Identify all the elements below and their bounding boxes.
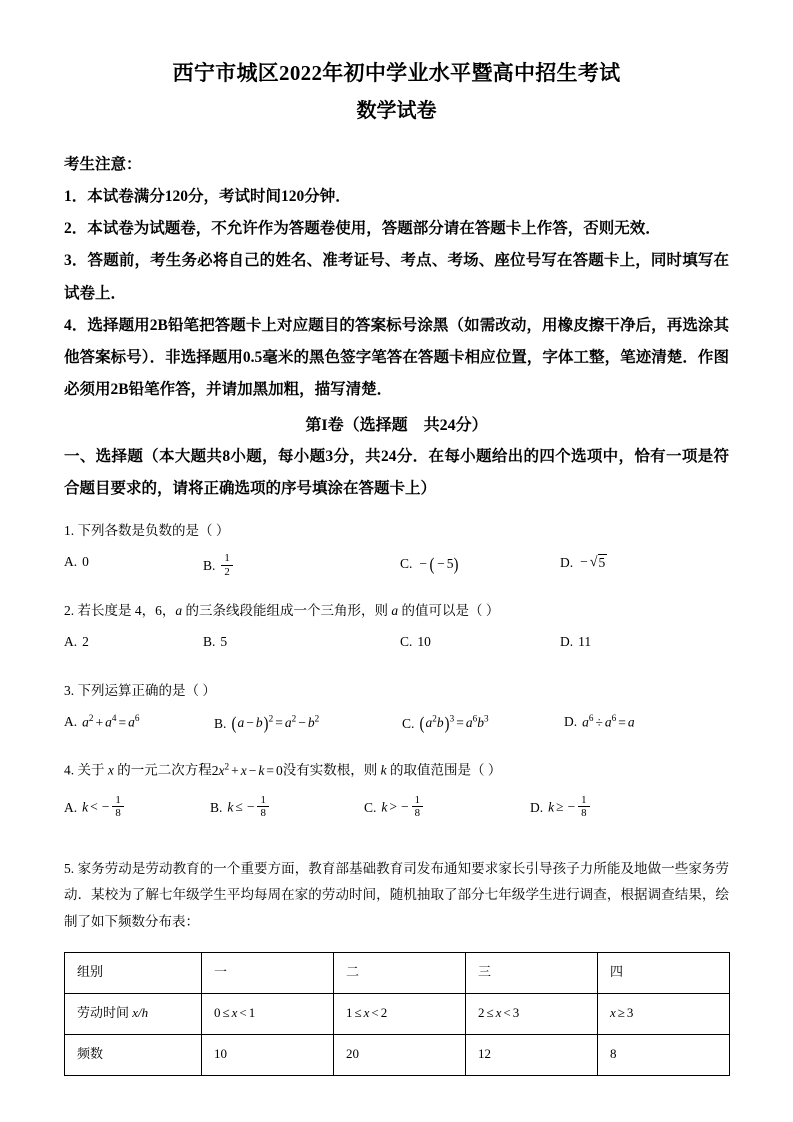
option-label: B.: [214, 715, 227, 731]
option-value: $a^6 \div a^6 = a$: [582, 713, 635, 730]
notice-item-3: 3．答题前，考生务必将自己的姓名、准考证号、考点、考场、座位号写在答题卡上，同时填写在试卷上．: [64, 252, 729, 302]
option-value: $a^2 + a^4 = a^6$: [82, 713, 140, 730]
question-5: [64, 856, 729, 1076]
question-4-options: [64, 793, 729, 842]
question-1-stem: 1. 下列各数是负数的是（ ）: [64, 523, 230, 539]
table-cell: 二: [334, 952, 466, 993]
table-cell: 8: [598, 1034, 730, 1075]
option-value: − √ 5: [580, 553, 606, 571]
option-value: 10: [417, 633, 431, 649]
question-4-option-c[interactable]: [364, 793, 424, 821]
question-5-stem: 5. 家务劳动是劳动教育的一个重要方面，教育部基础教育司发布通知要求家长引导孩子力所能及地做一些家务劳动．某校为了解七年级学生平均每周在家的劳动时间，随机抽取了部分七年级学生进行调查，根据调查结果，绘制了如下频数分布表：: [64, 860, 729, 929]
notice-item-1: 1．本试卷满分120分，考试时间120分钟．: [64, 187, 351, 205]
page-subtitle: 数学试卷: [356, 99, 437, 122]
question-1-option-a[interactable]: [64, 554, 89, 570]
question-3: [64, 678, 729, 744]
table-cell: 12: [466, 1034, 598, 1075]
section-heading: 一、选择题（本大题共8小题，每小题3分，共24分．在每小题给出的四个选项中，恰有一项是符合题目要求的，请将正确选项的序号填涂在答题卡上）: [64, 447, 729, 497]
page-title: 西宁市城区2022年初中学业水平暨高中招生考试: [172, 61, 621, 85]
stem-variable: a: [175, 602, 183, 618]
table-cell: 10: [202, 1034, 334, 1075]
question-2-option-a[interactable]: [64, 634, 89, 650]
page-content: [64, 58, 729, 1076]
option-label: D.: [564, 714, 578, 730]
notice-heading: 考生注意：: [64, 155, 142, 173]
table-cell: 2 ≤ x < 3: [466, 993, 598, 1034]
stem-variable: k: [380, 762, 387, 778]
question-4-option-a[interactable]: [64, 793, 125, 821]
question-2-option-d[interactable]: [560, 634, 591, 650]
question-2: [64, 598, 729, 664]
question-3-option-d[interactable]: [564, 713, 635, 731]
option-value: $(a^2b)^3 = a^6b^3$: [419, 713, 489, 734]
option-value: $(a - b)^2 = a^2 - b^2$: [231, 713, 320, 734]
fraction-one-half: $\frac{1}{2}$: [221, 553, 232, 578]
question-4-option-d[interactable]: [530, 793, 591, 821]
notice-item-4: 4．选择题用2B铅笔把答题卡上对应题目的答案标号涂黑（如需改动，用橡皮擦干净后，再选涂其他答案标号）．非选择题用0.5毫米的黑色签字笔答在答题卡相应位置，字体工整，笔迹清楚．作图必须用2B铅笔作答，并请加黑加粗，描写清楚．: [64, 316, 729, 399]
option-label: D.: [530, 799, 544, 815]
row-header-label: 劳动时间: [77, 1005, 133, 1021]
question-3-options: [64, 713, 729, 743]
row-header-time: [65, 993, 202, 1034]
stem-variable: a: [391, 602, 399, 618]
option-label: C.: [364, 799, 377, 815]
stem-part: 的值可以是（ ）: [398, 602, 500, 618]
row-header-unit: x/h: [132, 1005, 149, 1021]
option-value: k < − $\frac{1}{8}$: [82, 796, 125, 821]
table-cell: x ≥ 3: [598, 993, 730, 1034]
question-1-option-d[interactable]: [560, 554, 607, 571]
option-label: D.: [560, 554, 574, 570]
square-root-icon: √ 5: [589, 554, 606, 571]
option-label: B.: [210, 799, 223, 815]
question-1: [64, 518, 729, 584]
question-3-option-c[interactable]: [402, 713, 489, 734]
question-3-option-a[interactable]: [64, 713, 139, 731]
option-label: C.: [400, 633, 413, 649]
option-label: C.: [400, 556, 413, 572]
table-row: [65, 993, 730, 1034]
question-1-options: [64, 551, 729, 584]
option-value: 0: [82, 553, 89, 569]
option-label: A.: [64, 553, 78, 569]
question-4-option-b[interactable]: [210, 793, 270, 821]
question-2-stem: [64, 598, 729, 625]
option-label: A.: [64, 714, 78, 730]
table-cell: 20: [334, 1034, 466, 1075]
option-label: B.: [203, 633, 216, 649]
option-value: 11: [578, 633, 592, 649]
question-1-option-b[interactable]: [203, 551, 234, 579]
option-value: k ≥ − $\frac{1}{8}$: [548, 796, 590, 821]
question-3-option-b[interactable]: [214, 713, 319, 734]
notice-item-2: 2．本试卷为试题卷，不允许作为答题卷使用，答题部分请在答题卡上作答，否则无效．: [64, 220, 661, 238]
option-value: k > − $\frac{1}{8}$: [381, 796, 424, 821]
frequency-distribution-table: [64, 952, 730, 1076]
table-row: [65, 952, 730, 993]
stem-part: 的三条线段能组成一个三角形，则: [182, 602, 392, 618]
stem-variable: x: [107, 762, 114, 778]
table-cell: 1 ≤ x < 2: [334, 993, 466, 1034]
option-value: 5: [220, 633, 228, 649]
stem-equation: $2x^2 + x - k = 0$: [211, 761, 283, 778]
option-value: k ≤ − $\frac{1}{8}$: [227, 796, 269, 821]
question-4-stem: [64, 757, 729, 784]
option-value: 2: [82, 633, 89, 649]
question-4: [64, 757, 729, 841]
question-3-stem: 3. 下列运算正确的是（ ）: [64, 682, 216, 698]
question-2-options: [64, 634, 729, 664]
question-1-option-c[interactable]: [400, 554, 460, 575]
table-cell: 三: [466, 952, 598, 993]
option-value: − ( − 5): [419, 553, 459, 574]
table-row: [65, 1034, 730, 1075]
option-label: B.: [203, 558, 216, 574]
candidate-notice: [64, 150, 729, 407]
option-label: D.: [560, 633, 574, 649]
row-header-group: 组别: [65, 952, 202, 993]
option-label: A.: [64, 799, 78, 815]
stem-part: 没有实数根，则: [282, 762, 381, 778]
stem-part: 的取值范围是（ ）: [386, 762, 502, 778]
stem-part: 2. 若长度是 4，6，: [64, 602, 176, 618]
stem-part: 的一元二次方程: [113, 762, 212, 778]
volume-heading: 第I卷（选择题 共24分）: [305, 416, 488, 434]
row-header-frequency: 频数: [65, 1034, 202, 1075]
table-cell: 一: [202, 952, 334, 993]
stem-part: 4. 关于: [64, 762, 108, 778]
table-cell: 四: [598, 952, 730, 993]
table-cell: 0 ≤ x < 1: [202, 993, 334, 1034]
question-2-option-c[interactable]: [400, 634, 431, 650]
option-label: A.: [64, 633, 78, 649]
question-2-option-b[interactable]: [203, 634, 227, 650]
option-label: C.: [402, 715, 415, 731]
